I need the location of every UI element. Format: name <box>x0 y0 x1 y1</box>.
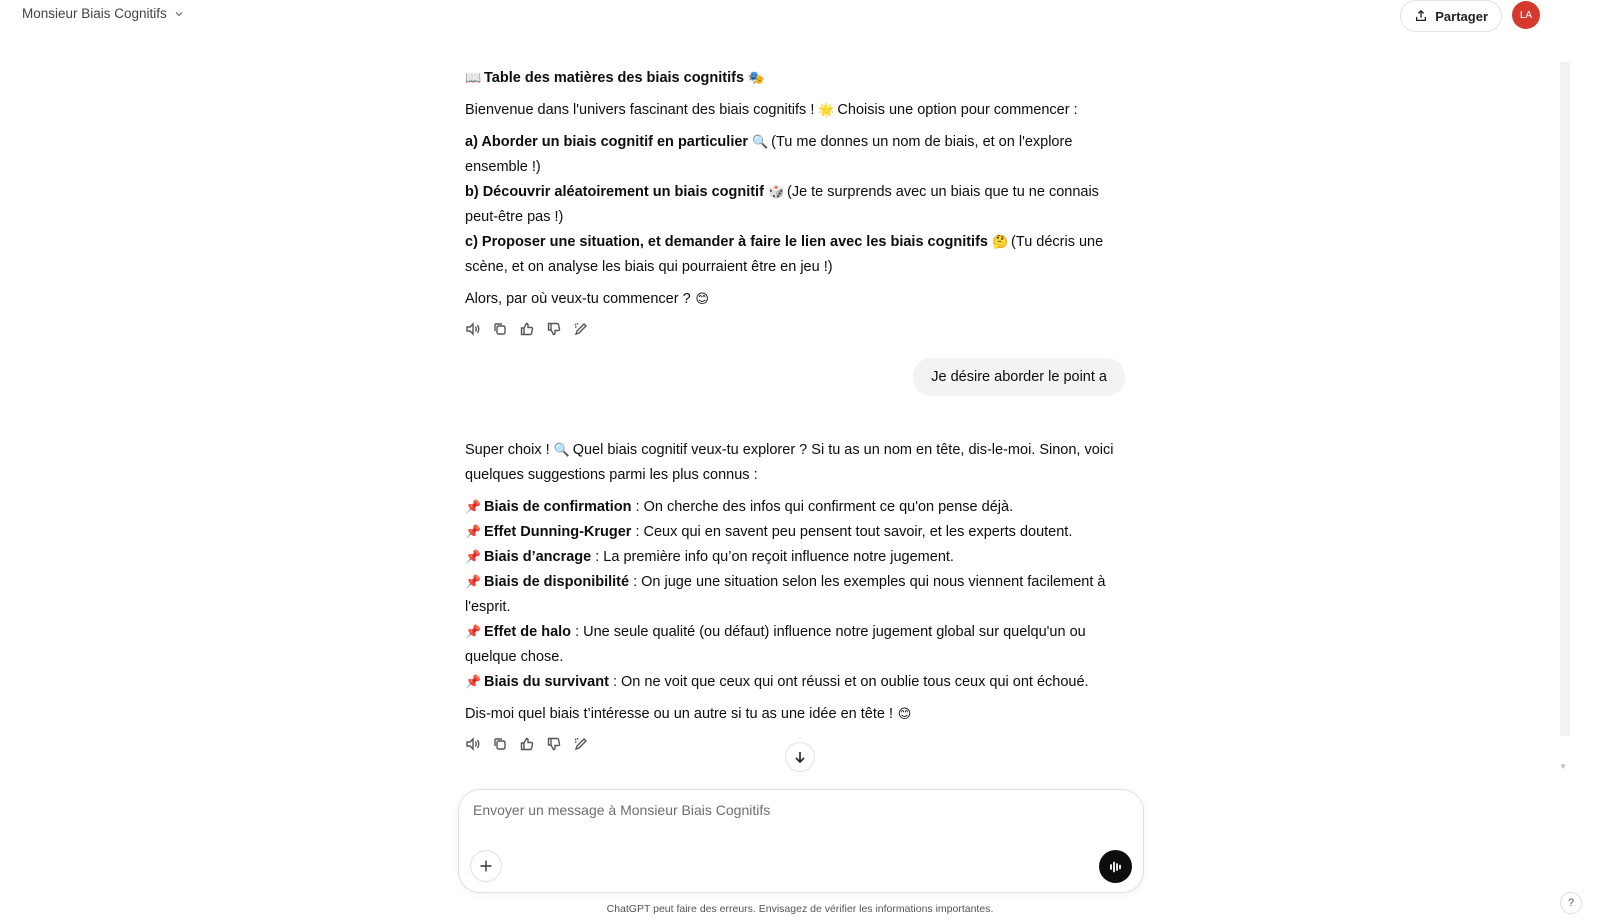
thumbs-down-icon[interactable] <box>546 736 562 752</box>
magnifier-emoji: 🔍 <box>553 443 570 458</box>
pin-emoji: 📌 <box>465 525 482 540</box>
list-item: 📌 Biais de confirmation : On cherche des infos qui confirment ce qu'on pense déjà. <box>465 495 1125 520</box>
gpt-name: Monsieur Biais Cognitifs <box>22 6 167 21</box>
smile-emoji: 😊 <box>897 707 912 722</box>
message-composer <box>458 789 1144 893</box>
avatar[interactable]: LA <box>1512 1 1540 29</box>
edit-icon[interactable] <box>573 736 589 752</box>
scrollbar-down-arrow[interactable]: ▼ <box>1559 762 1567 771</box>
assistant-message <box>465 66 1125 339</box>
pin-emoji: 📌 <box>465 675 482 690</box>
read-aloud-icon[interactable] <box>465 736 481 752</box>
message-title: 📖 Table des matières des biais cognitifs 🎭 <box>465 66 1125 91</box>
top-bar <box>0 0 1600 32</box>
share-button[interactable] <box>1400 0 1502 32</box>
user-bubble: Je désire aborder le point a <box>913 358 1125 396</box>
pin-emoji: 📌 <box>465 625 482 640</box>
option-c: c) Proposer une situation, et demander à faire le lien avec les biais cognitifs 🤔 (Tu décris une scène, et on analyse les biais qui pourraient être en jeu !) <box>465 230 1125 280</box>
copy-icon[interactable] <box>492 321 508 337</box>
thumbs-up-icon[interactable] <box>519 321 535 337</box>
magnifier-emoji: 🔍 <box>752 135 769 150</box>
scroll-to-bottom-button[interactable] <box>785 742 815 772</box>
welcome-text: Bienvenue dans l'univers fascinant des biais cognitifs ! 🌟 Choisis une option pour commencer : <box>465 98 1125 123</box>
star-emoji: 🌟 <box>818 103 835 118</box>
pin-emoji: 📌 <box>465 550 482 565</box>
user-message <box>465 358 1125 396</box>
list-item: 📌 Biais du survivant : On ne voit que ceux qui ont réussi et on oublie tous ceux qui ont échoué. <box>465 670 1125 695</box>
smile-emoji: 😊 <box>695 292 709 307</box>
list-item: 📌 Biais de disponibilité : On juge une situation selon les exemples qui nous viennent facilement à l'esprit. <box>465 570 1125 620</box>
closing-text: Dis-moi quel biais t’intéresse ou un autre si tu as une idée en tête ! 😊 <box>465 702 1125 727</box>
intro-text: Super choix ! 🔍 Quel biais cognitif veux-tu explorer ? Si tu as un nom en tête, dis-le-moi. Sinon, voici quelques suggestions parmi les plus connus : <box>465 438 1125 488</box>
closing-question: Alors, par où veux-tu commencer ? 😊 <box>465 287 1125 312</box>
voice-waveform-icon <box>1107 858 1125 876</box>
pin-emoji: 📌 <box>465 500 482 515</box>
option-b: b) Découvrir aléatoirement un biais cognitif 🎲 (Je te surprends avec un biais que tu ne connais peut-être pas !) <box>465 180 1125 230</box>
gpt-selector[interactable] <box>22 6 185 21</box>
edit-icon[interactable] <box>573 321 589 337</box>
thumbs-up-icon[interactable] <box>519 736 535 752</box>
conversation-thread <box>465 66 1125 754</box>
list-item: 📌 Effet Dunning-Kruger : Ceux qui en savent peu pensent tout savoir, et les experts doutent. <box>465 520 1125 545</box>
thinking-emoji: 🤔 <box>992 235 1009 250</box>
attach-button[interactable] <box>470 850 502 882</box>
chevron-down-icon <box>173 8 185 20</box>
arrow-down-icon <box>793 750 807 764</box>
option-a: a) Aborder un biais cognitif en particulier 🔍 (Tu me donnes un nom de biais, et on l'explore ensemble !) <box>465 130 1125 180</box>
plus-icon <box>479 859 493 873</box>
theater-masks-emoji: 🎭 <box>748 71 765 86</box>
share-icon <box>1414 9 1428 23</box>
assistant-message <box>465 438 1125 754</box>
book-emoji: 📖 <box>465 71 482 86</box>
share-label: Partager <box>1435 8 1488 24</box>
help-button[interactable]: ? <box>1560 892 1582 914</box>
message-input[interactable] <box>473 802 1033 818</box>
dice-emoji: 🎲 <box>767 185 785 200</box>
voice-mode-button[interactable] <box>1099 850 1132 883</box>
read-aloud-icon[interactable] <box>465 321 481 337</box>
thumbs-down-icon[interactable] <box>546 321 562 337</box>
disclaimer: ChatGPT peut faire des erreurs. Envisagez de vérifier les informations importantes. <box>606 903 994 915</box>
scrollbar[interactable] <box>1560 62 1570 736</box>
pin-emoji: 📌 <box>465 575 482 590</box>
list-item: 📌 Biais d’ancrage : La première info qu’on reçoit influence notre jugement. <box>465 545 1125 570</box>
copy-icon[interactable] <box>492 736 508 752</box>
message-actions <box>465 319 1125 339</box>
list-item: 📌 Effet de halo : Une seule qualité (ou défaut) influence notre jugement global sur quelqu'un ou quelque chose. <box>465 620 1125 670</box>
